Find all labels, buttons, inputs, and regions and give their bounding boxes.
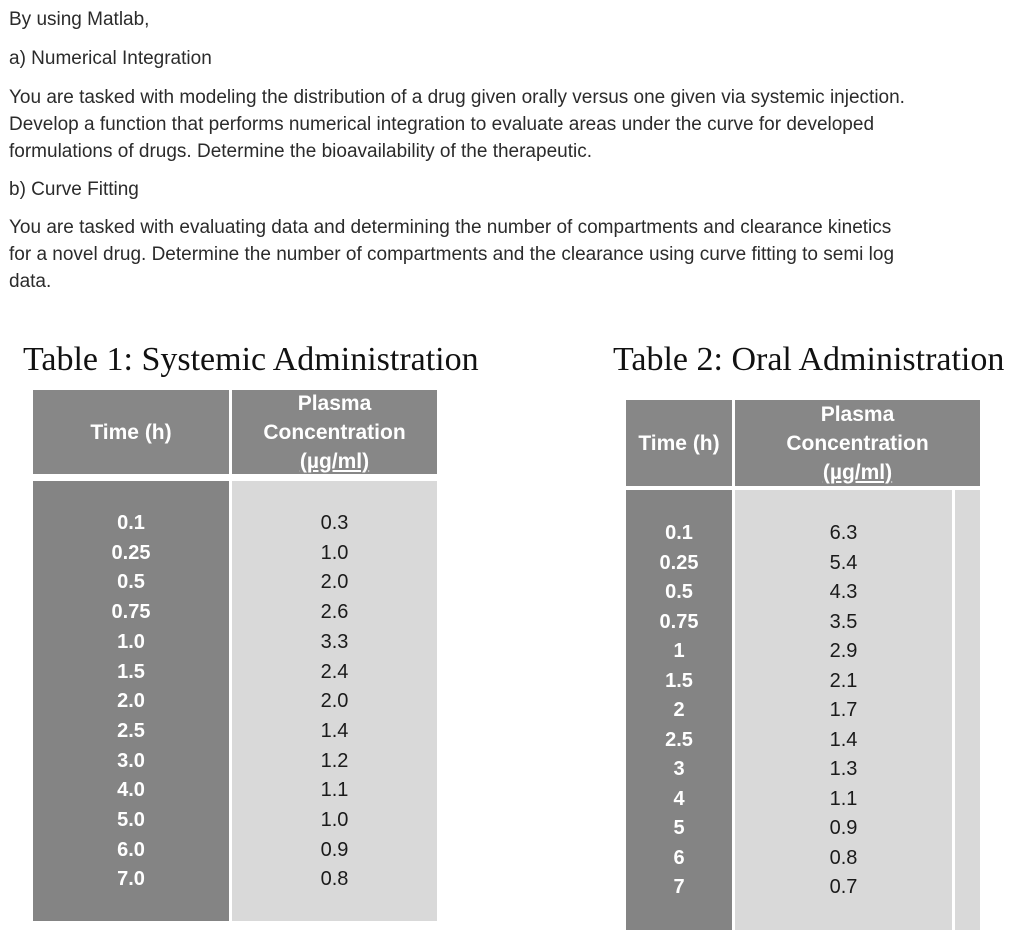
table2-time-cell: 7 bbox=[673, 876, 685, 898]
table1-concentration-cell: 1.1 bbox=[320, 779, 349, 802]
table2-concentration-cell: 1.7 bbox=[829, 699, 858, 721]
table-1-concentration-header-line-1: Plasma bbox=[297, 391, 372, 415]
table-2-concentration-header bbox=[735, 400, 980, 486]
table1-time-cell: 0.25 bbox=[111, 541, 151, 564]
table2-concentration-cell: 1.3 bbox=[829, 758, 858, 780]
table-1-concentration-header bbox=[232, 390, 437, 474]
table-1-concentration-header-units: (µg/ml) bbox=[299, 449, 370, 473]
table1-concentration-cell: 1.0 bbox=[320, 809, 349, 831]
part-a-body-line-3: formulations of drugs. Determine the bioavailability of the therapeutic. bbox=[9, 141, 592, 162]
table1-time-cell: 2.0 bbox=[117, 690, 145, 713]
table2-concentration-cell: 4.3 bbox=[829, 581, 858, 603]
table1-time-cell: 0.75 bbox=[111, 601, 151, 624]
table-2-concentration-header-line-2: Concentration bbox=[786, 431, 929, 455]
part-b-body-line-2: for a novel drug. Determine the number of compartments and the clearance using curve fitting to semi log bbox=[9, 244, 895, 265]
table2-time-cell: 0.25 bbox=[659, 551, 699, 574]
table1-concentration-cell: 0.8 bbox=[320, 868, 349, 891]
table1-time-cell: 1.5 bbox=[117, 660, 145, 683]
table2-time-cell: 6 bbox=[673, 846, 685, 869]
table2-time-cell: 3 bbox=[673, 758, 685, 780]
table-1-title: Table 1: Systemic Administration bbox=[23, 341, 479, 378]
table2-time-cell: 1.5 bbox=[665, 669, 693, 692]
table1-concentration-cell: 0.9 bbox=[320, 838, 349, 861]
table2-time-cell: 1 bbox=[673, 640, 685, 662]
table-1-time-header bbox=[33, 390, 229, 474]
table2-concentration-cell: 0.8 bbox=[829, 846, 858, 869]
table2-concentration-cell: 1.1 bbox=[829, 787, 858, 810]
table1-concentration-cell: 1.2 bbox=[320, 749, 349, 772]
part-b-body-line-3: data. bbox=[9, 271, 52, 292]
table2-time-cell: 0.5 bbox=[665, 581, 693, 603]
table-1-time-header-label: Time (h) bbox=[90, 420, 172, 444]
table2-concentration-cell: 3.5 bbox=[829, 610, 858, 633]
table2-concentration-cell: 6.3 bbox=[829, 522, 858, 544]
table1-concentration-cell: 0.3 bbox=[320, 512, 349, 534]
table1-time-cell: 0.5 bbox=[117, 571, 145, 594]
table1-time-cell: 2.5 bbox=[117, 719, 145, 742]
part-a-heading: a) Numerical Integration bbox=[9, 48, 212, 69]
table1-concentration-cell: 2.4 bbox=[320, 660, 349, 683]
table2-time-cell: 0.1 bbox=[665, 522, 693, 544]
table1-time-cell: 5.0 bbox=[117, 809, 145, 831]
table-2-concentration-header-line-1: Plasma bbox=[820, 402, 895, 426]
table1-concentration-cell: 2.6 bbox=[320, 601, 349, 624]
table-2-time-header bbox=[626, 400, 732, 486]
table2-time-cell: 2 bbox=[673, 699, 685, 721]
table2-time-cell: 0.75 bbox=[659, 610, 699, 633]
intro-text: By using Matlab, bbox=[9, 9, 150, 30]
table1-time-cell: 1.0 bbox=[117, 630, 145, 653]
part-b-heading: b) Curve Fitting bbox=[9, 179, 139, 200]
table-2-right-edge bbox=[955, 490, 980, 930]
part-a-body-line-1: You are tasked with modeling the distribution of a drug given orally versus one given via systemic injection. bbox=[9, 87, 905, 108]
table1-concentration-cell: 2.0 bbox=[320, 571, 349, 594]
table1-time-cell: 4.0 bbox=[117, 779, 145, 802]
table1-concentration-cell: 3.3 bbox=[320, 630, 349, 653]
table1-concentration-cell: 1.0 bbox=[320, 541, 349, 564]
table2-concentration-cell: 1.4 bbox=[829, 728, 858, 751]
table-1-concentration-header-line-2: Concentration bbox=[263, 420, 406, 444]
table-2-time-header-label: Time (h) bbox=[638, 431, 720, 455]
table2-time-cell: 4 bbox=[673, 787, 685, 810]
table1-time-cell: 7.0 bbox=[117, 868, 145, 891]
table1-concentration-cell: 1.4 bbox=[320, 719, 349, 742]
table2-time-cell: 2.5 bbox=[665, 728, 693, 751]
table2-concentration-cell: 0.7 bbox=[829, 876, 858, 898]
table1-time-cell: 3.0 bbox=[117, 749, 145, 772]
table2-concentration-cell: 2.9 bbox=[829, 640, 858, 662]
part-b-body-line-1: You are tasked with evaluating data and determining the number of compartments and clearance kinetics bbox=[9, 217, 892, 238]
table1-time-cell: 0.1 bbox=[117, 512, 145, 534]
table2-concentration-cell: 5.4 bbox=[829, 551, 858, 574]
table-2-concentration-header-units: (µg/ml) bbox=[822, 460, 893, 484]
table2-time-cell: 5 bbox=[673, 817, 685, 839]
table2-concentration-cell: 2.1 bbox=[829, 669, 858, 692]
table2-concentration-cell: 0.9 bbox=[829, 817, 858, 839]
part-a-body-line-2: Develop a function that performs numerical integration to evaluate areas under the curve for developed bbox=[9, 114, 875, 135]
table-2-title: Table 2: Oral Administration bbox=[613, 341, 1005, 378]
table1-time-cell: 6.0 bbox=[117, 838, 145, 861]
table1-concentration-cell: 2.0 bbox=[320, 690, 349, 713]
